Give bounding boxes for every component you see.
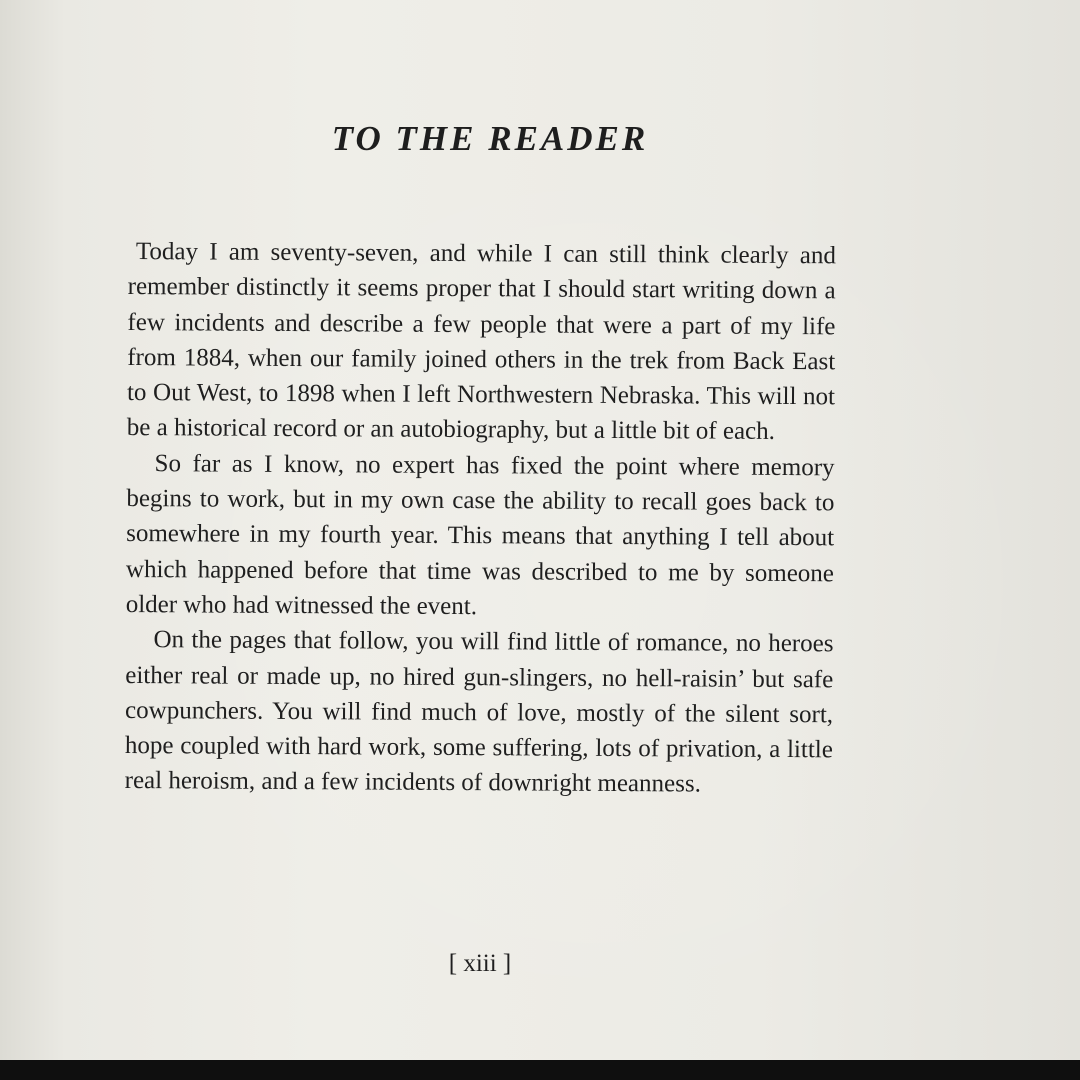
page-title: TO THE READER	[331, 119, 649, 159]
body-text	[125, 234, 836, 803]
page-number: [ xiii ]	[448, 950, 512, 977]
paragraph-3: On the pages that follow, you will find little of romance, no heroes either real or made up, no hired gun-slingers, no hell-raisin’ but safe cowpunchers. You will find much of love, mostly of the silent sort, hope coupled with hard work, some suffering, lots of privation, a little real heroism, and a few incidents of downright meanness.	[124, 626, 834, 798]
paragraph-1: Today I am seventy-seven, and while I can still think clearly and remember distinctly it seems proper that I should start writing down a few incidents and describe a few people that were a part of my life from 1884, when our family joined others in the trek from Back East to Out West, to 1898 when I left Northwestern Nebraska. This will not be a historical record or an autobiography, but a little bit of each.	[126, 238, 836, 446]
paragraph-2: So far as I know, no expert has fixed the point where memory begins to work, but in my own case the ability to recall goes back to somewhere in my fourth year. This means that anything I tell about which happened before that time was described to me by someone older who had witnessed the event.	[125, 449, 835, 621]
bottom-frame-bar	[0, 1060, 1080, 1080]
show-through-texture	[120, 20, 860, 47]
